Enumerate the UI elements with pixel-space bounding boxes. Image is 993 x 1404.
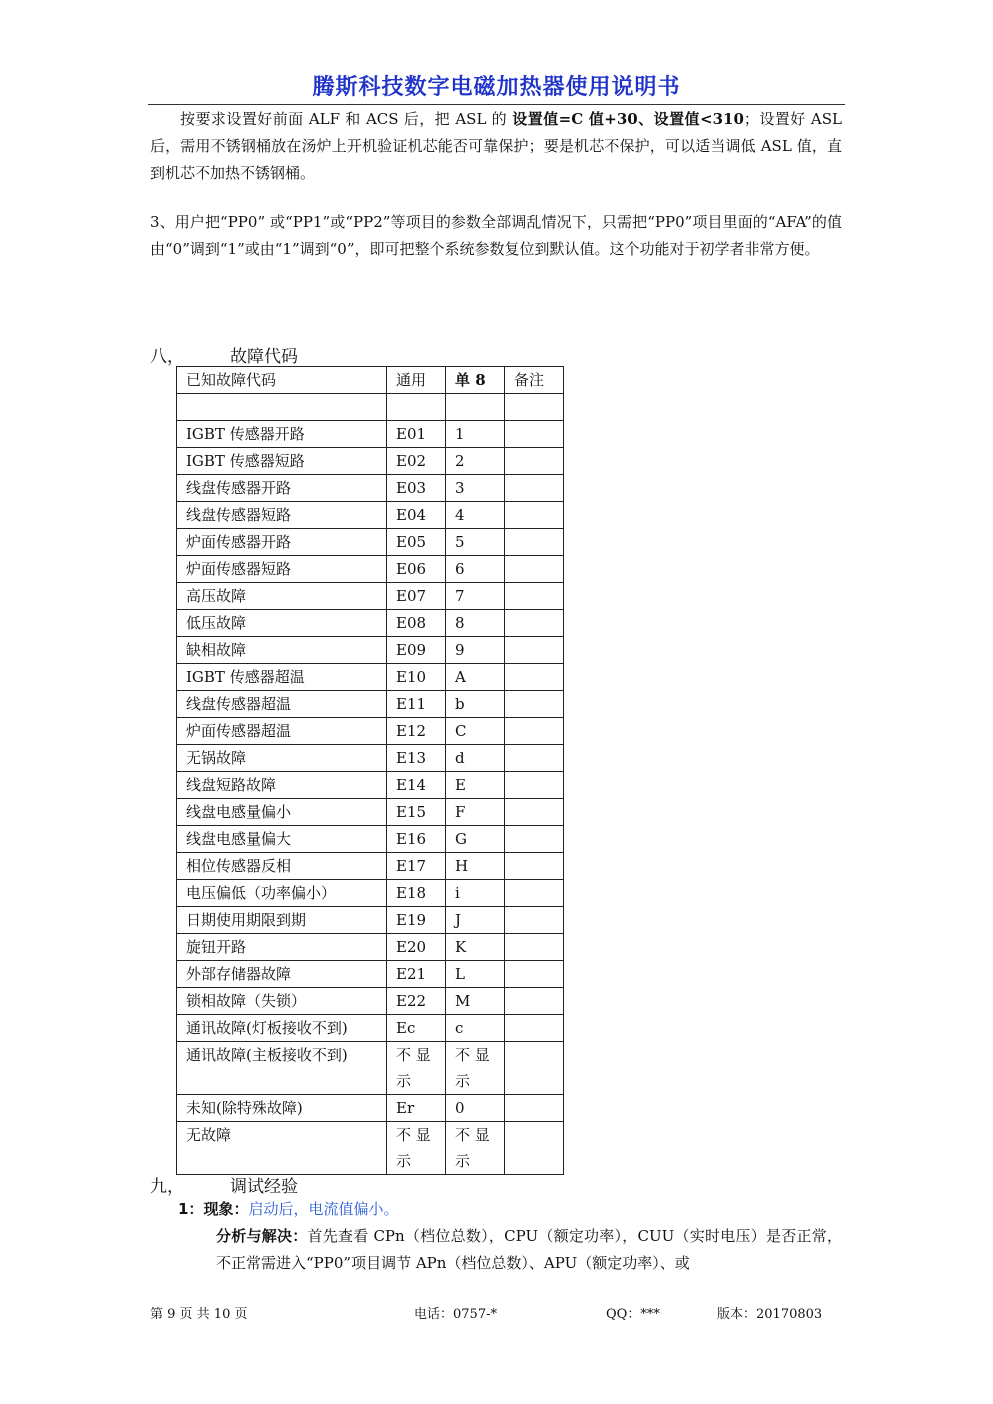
table-cell: 不 显 示 [387,1122,446,1175]
table-cell: 线盘传感器超温 [177,691,387,718]
section-heading-fault-codes [150,342,298,367]
table-cell [505,394,564,421]
table-row [177,664,564,691]
table-cell: b [446,691,505,718]
table-cell: 8 [446,610,505,637]
table-cell [505,853,564,880]
table-cell [446,394,505,421]
table-row [177,475,564,502]
table-cell [505,691,564,718]
table-cell: L [446,961,505,988]
table-row [177,1015,564,1042]
table-cell: 炉面传感器开路 [177,529,387,556]
table-header-row [177,367,564,394]
table-cell: c [446,1015,505,1042]
table-row [177,394,564,421]
table-row [177,1095,564,1122]
table-header-cell: 单 8 [446,367,505,394]
table-cell [505,988,564,1015]
table-cell: H [446,853,505,880]
table-row [177,691,564,718]
table-cell: d [446,745,505,772]
fault-code-table [176,366,564,1175]
table-row [177,880,564,907]
table-cell: 线盘短路故障 [177,772,387,799]
table-row [177,907,564,934]
table-cell: 5 [446,529,505,556]
table-cell: E05 [387,529,446,556]
table-cell: 2 [446,448,505,475]
table-cell: A [446,664,505,691]
table-cell: E21 [387,961,446,988]
table-cell: Er [387,1095,446,1122]
table-cell: 6 [446,556,505,583]
table-cell: E10 [387,664,446,691]
item1-phenomenon-text: 启动后，电流值偏小。 [248,1200,399,1218]
table-row [177,826,564,853]
table-cell [505,664,564,691]
footer-page-number: 第 9 页 共 10 页 [150,1307,248,1322]
table-cell: 不 显 示 [387,1042,446,1095]
para1-bold-text: 设置值=C 值+30、设置值<310 [512,110,744,128]
table-cell: 外部存储器故障 [177,961,387,988]
table-header-cell: 已知故障代码 [177,367,387,394]
table-cell: 缺相故障 [177,637,387,664]
table-header-cell: 通用 [387,367,446,394]
footer-qq: QQ：*** [606,1307,660,1322]
table-cell: Ec [387,1015,446,1042]
table-cell: 7 [446,583,505,610]
table-cell: E18 [387,880,446,907]
table-cell: 不 显 示 [446,1122,505,1175]
table-cell [505,1122,564,1175]
table-cell: 通讯故障(灯板接收不到) [177,1015,387,1042]
table-row [177,853,564,880]
table-header-cell: 备注 [505,367,564,394]
table-cell: J [446,907,505,934]
table-cell [505,502,564,529]
table-cell: 低压故障 [177,610,387,637]
section8-title: 故障代码 [230,347,298,367]
table-cell: i [446,880,505,907]
footer-phone: 电话：0757-* [414,1307,497,1322]
table-row [177,718,564,745]
table-row [177,799,564,826]
table-cell: 不 显 示 [446,1042,505,1095]
table-cell: E08 [387,610,446,637]
table-cell: 日期使用期限到期 [177,907,387,934]
section9-number: 九， [150,1177,184,1197]
table-cell: E09 [387,637,446,664]
table-cell: E22 [387,988,446,1015]
table-row [177,961,564,988]
table-cell [505,934,564,961]
table-cell: 3 [446,475,505,502]
footer-version: 版本：20170803 [717,1307,823,1322]
table-cell: 锁相故障（失锁） [177,988,387,1015]
table-row [177,1122,564,1175]
table-row [177,934,564,961]
table-cell: 高压故障 [177,583,387,610]
item1-number: 1： [178,1200,204,1218]
table-cell: E17 [387,853,446,880]
table-cell: 4 [446,502,505,529]
table-cell [505,448,564,475]
table-cell: 未知(除特殊故障) [177,1095,387,1122]
table-cell [505,718,564,745]
table-cell [505,772,564,799]
table-cell [505,799,564,826]
table-row [177,745,564,772]
table-cell [505,1042,564,1095]
table-cell [505,826,564,853]
table-cell: 线盘电感量偏大 [177,826,387,853]
table-cell: 线盘传感器开路 [177,475,387,502]
table-cell: 相位传感器反相 [177,853,387,880]
table-cell: 无故障 [177,1122,387,1175]
table-cell [505,610,564,637]
table-cell: K [446,934,505,961]
table-cell: 无锅故障 [177,745,387,772]
table-cell: 电压偏低（功率偏小） [177,880,387,907]
table-cell: E04 [387,502,446,529]
table-cell: E14 [387,772,446,799]
paragraph-asl-setting [150,106,842,187]
table-row [177,529,564,556]
table-cell: E19 [387,907,446,934]
para1-text-b: ；设置好 ASL 后，需用不锈钢桶放在汤炉上开机验证机芯能否可靠保护；要是机芯不保护，可以适当调低 ASL 值，直到机芯不加热不锈钢桶。 [150,110,842,182]
title-rule [148,104,845,105]
table-cell: E06 [387,556,446,583]
table-cell: E12 [387,718,446,745]
document-title: 腾斯科技数字电磁加热器使用说明书 [312,75,681,100]
analysis-text: 首先查看 CPn（档位总数），CPU（额定功率），CUU（实时电压）是否正常，不正常需进入“PP0”项目调节 APn（档位总数）、APU（额定功率）、或 [216,1227,842,1272]
table-cell: F [446,799,505,826]
table-cell: E11 [387,691,446,718]
table-cell: 炉面传感器短路 [177,556,387,583]
table-row [177,1042,564,1095]
table-cell [505,1015,564,1042]
table-cell [505,745,564,772]
table-cell: E16 [387,826,446,853]
table-cell: E15 [387,799,446,826]
table-cell: 线盘电感量偏小 [177,799,387,826]
paragraph-reset-params: 3、用户把“PP0” 或“PP1”或“PP2”等项目的参数全部调乱情况下，只需把“PP0”项目里面的“AFA”的值由“0”调到“1”或由“1”调到“0”，即可把整个系统参数复位到默认值。这个功能对于初学者非常方便。 [150,213,842,258]
table-cell [505,583,564,610]
table-cell [505,475,564,502]
table-row [177,421,564,448]
item1-label: 现象： [203,1200,249,1218]
table-cell [177,394,387,421]
table-cell: E20 [387,934,446,961]
table-cell [505,529,564,556]
section8-number: 八， [150,347,184,367]
table-cell [387,394,446,421]
table-cell: C [446,718,505,745]
table-cell: 通讯故障(主板接收不到) [177,1042,387,1095]
table-row [177,637,564,664]
section9-title: 调试经验 [230,1177,298,1197]
item1-phenomenon [178,1198,398,1219]
table-cell: 1 [446,421,505,448]
table-cell: G [446,826,505,853]
table-cell: E07 [387,583,446,610]
section-heading-debug [150,1172,298,1197]
table-cell: E [446,772,505,799]
item1-analysis [216,1223,842,1277]
table-row [177,448,564,475]
table-row [177,502,564,529]
table-row [177,583,564,610]
table-row [177,610,564,637]
table-cell [505,907,564,934]
table-cell: 旋钮开路 [177,934,387,961]
table-cell: M [446,988,505,1015]
table-cell: E03 [387,475,446,502]
table-cell: IGBT 传感器短路 [177,448,387,475]
table-cell: IGBT 传感器开路 [177,421,387,448]
table-cell: 0 [446,1095,505,1122]
table-cell [505,556,564,583]
table-cell: 9 [446,637,505,664]
para1-text-a: 按要求设置好前面 ALF 和 ACS 后，把 ASL 的 [180,110,513,128]
table-cell: E13 [387,745,446,772]
table-cell [505,637,564,664]
table-cell: 线盘传感器短路 [177,502,387,529]
table-cell: 炉面传感器超温 [177,718,387,745]
table-row [177,772,564,799]
analysis-label: 分析与解决： [216,1227,308,1245]
table-cell: E01 [387,421,446,448]
table-cell: E02 [387,448,446,475]
table-cell [505,880,564,907]
table-cell [505,1095,564,1122]
table-row [177,556,564,583]
table-cell [505,961,564,988]
table-cell: IGBT 传感器超温 [177,664,387,691]
table-cell [505,421,564,448]
table-row [177,988,564,1015]
